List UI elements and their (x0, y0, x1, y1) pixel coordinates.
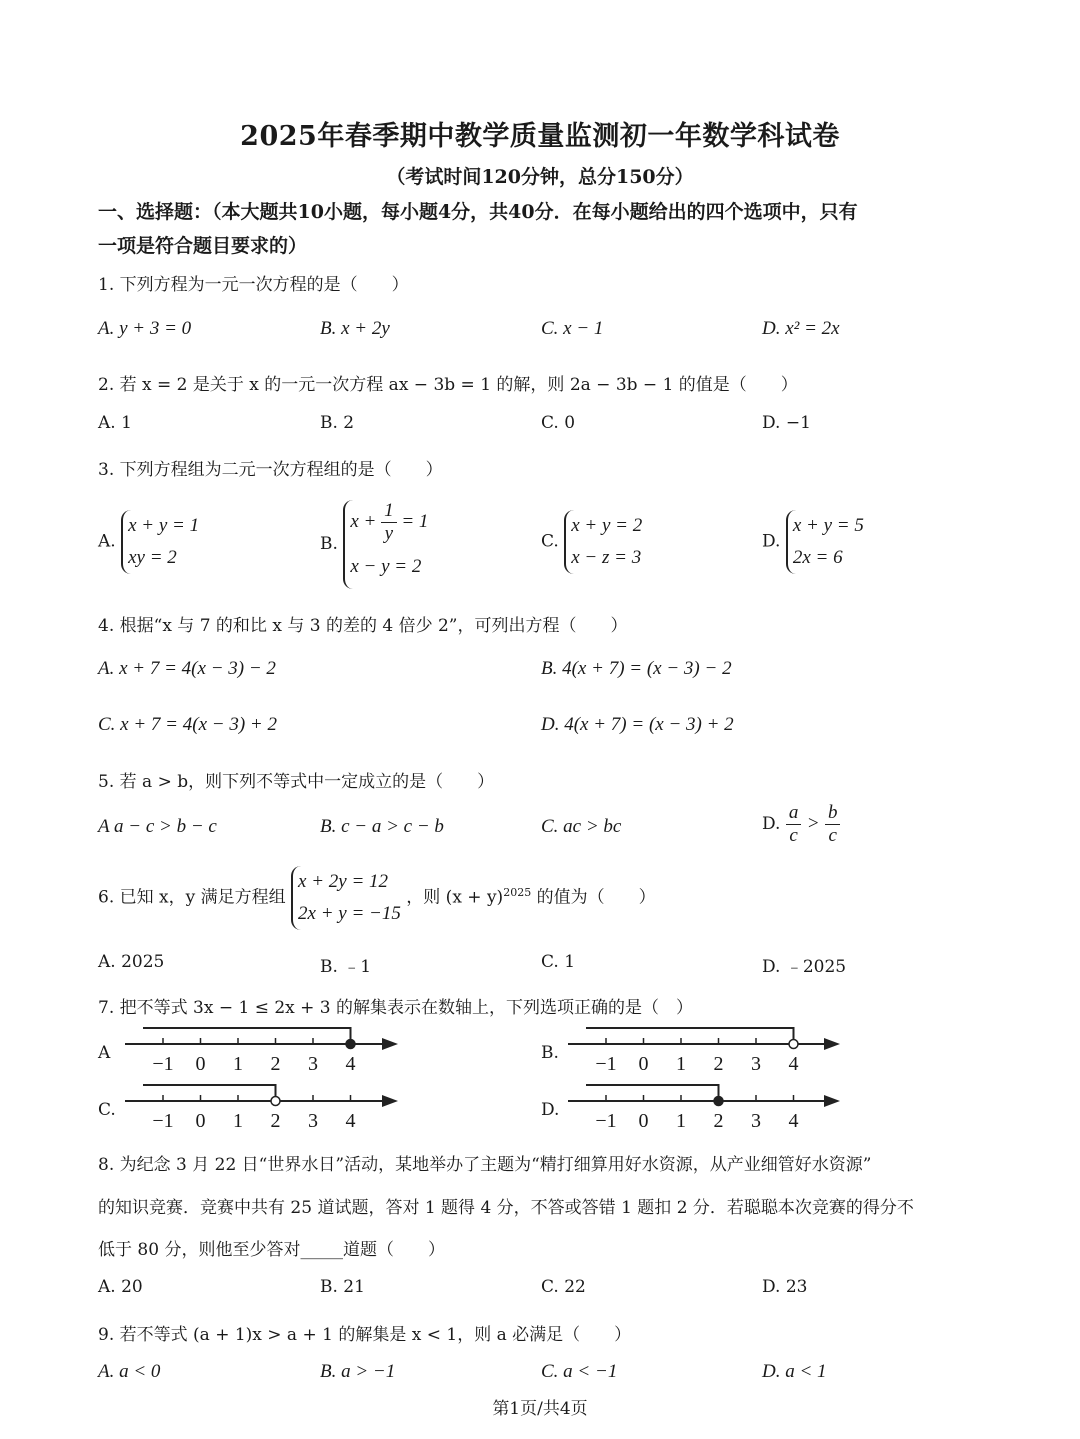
number-line-tick-label: 4 (788, 1110, 799, 1132)
option-label: C. (541, 531, 559, 552)
number-line-tick-label: 0 (195, 1110, 206, 1132)
section-heading-cont: 一项是符合题目要求的） (98, 235, 308, 257)
question-9-option-d: D. a < 1 (762, 1361, 827, 1382)
question-8-option-a: A. 20 (98, 1277, 143, 1297)
question-8-stem-line2: 的知识竞赛．竞赛中共有 25 道试题，答对 1 题得 4 分，不答或答错 1 题扣 2 分．若聪聪本次竞赛的得分不 (98, 1198, 914, 1218)
fraction: $\frac{b}{c}$ (825, 802, 841, 847)
stem-text: ，则 (x + y) (406, 887, 504, 908)
question-8-option-b: B. 21 (320, 1277, 365, 1297)
solution-endpoint-a (346, 1040, 355, 1049)
page-footer: 第1页/共4页 (492, 1399, 588, 1419)
number-line-arrow-a (382, 1038, 398, 1050)
solution-endpoint-d (714, 1097, 723, 1106)
solution-endpoint-c (271, 1097, 280, 1106)
question-2-option-d: D. −1 (762, 413, 811, 433)
number-line-tick-label: −1 (595, 1053, 617, 1075)
question-2-option-b: B. 2 (320, 413, 355, 433)
question-6-option-c: C. 1 (541, 952, 576, 972)
question-8-option-d: D. 23 (762, 1277, 808, 1297)
number-line-tick-label: 0 (638, 1053, 649, 1075)
number-line-tick-label: −1 (152, 1110, 174, 1132)
number-line-tick-label: −1 (595, 1110, 617, 1132)
solution-endpoint-b (789, 1040, 798, 1049)
equation: x + $\frac{1}{y}$ = 1 (350, 500, 429, 545)
operator: > (806, 813, 820, 834)
question-5-option-b: B. c − a > c − b (320, 816, 444, 837)
number-line-tick-label: 3 (308, 1110, 318, 1132)
number-line-tick-label: 1 (233, 1110, 243, 1132)
question-4-option-d: D. 4(x + 7) = (x − 3) + 2 (541, 714, 734, 735)
number-line-tick-label: 2 (270, 1053, 281, 1075)
equation: x + y = 5 (792, 515, 864, 536)
equation: x + y = 1 (128, 515, 200, 536)
number-line-tick-label: 1 (676, 1110, 686, 1132)
fraction: $\frac{a}{c}$ (786, 802, 802, 847)
exponent: 2025 (503, 885, 532, 899)
question-8-stem-line3: 低于 80 分，则他至少答对_____道题（ ） (98, 1240, 445, 1260)
section-heading: 一、选择题：（本大题共10小题，每小题4分，共40分．在每小题给出的四个选项中，只有 (98, 201, 858, 223)
question-2-option-c: C. 0 (541, 413, 576, 433)
question-2-option-a: A. 1 (98, 413, 132, 433)
number-line-tick-label: 3 (751, 1053, 761, 1075)
stem-text: 的值为（ ） (531, 887, 656, 908)
question-9-option-b: B. a > −1 (320, 1361, 396, 1382)
equation: x − y = 2 (350, 556, 422, 578)
equation: 2x = 6 (792, 547, 843, 568)
question-9-stem: 9. 若不等式 (a + 1)x > a + 1 的解集是 x < 1，则 a 必满足（ ） (98, 1325, 632, 1345)
question-5-option-a: A a − c > b − c (98, 816, 217, 837)
number-line-arrow-d (824, 1095, 840, 1107)
number-line-tick-label: 0 (195, 1053, 206, 1075)
number-line-tick-label: 4 (345, 1053, 356, 1075)
equation: x + y = 2 (571, 515, 643, 536)
question-5-stem: 5. 若 a > b，则下列不等式中一定成立的是（ ） (98, 772, 495, 792)
stem-text: 6. 已知 x，y 满足方程组 (98, 887, 286, 908)
number-line-tick-label: 4 (788, 1053, 799, 1075)
number-line-tick-label: 2 (270, 1110, 281, 1132)
question-4-option-c: C. x + 7 = 4(x − 3) + 2 (98, 714, 277, 735)
number-line-tick-label: −1 (152, 1053, 174, 1075)
question-1-option-c: C. x − 1 (541, 318, 604, 339)
question-2-stem: 2. 若 x = 2 是关于 x 的一元一次方程 ax − 3b = 1 的解，则 2a − 3b − 1 的值是（ ） (98, 375, 798, 395)
option-label: D. (762, 531, 781, 552)
question-3-stem: 3. 下列方程组为二元一次方程组的是（ ） (98, 460, 443, 480)
solution-set-bracket-b (586, 1028, 794, 1044)
question-7-label-a: A (98, 1043, 111, 1063)
number-line-tick-label: 1 (233, 1053, 243, 1075)
number-line-arrow-b (824, 1038, 840, 1050)
question-7-label-d: D. (541, 1100, 560, 1120)
number-line-tick-label: 0 (638, 1110, 649, 1132)
question-6-option-d: D. ﹣2025 (762, 957, 847, 977)
equation: x + 2y = 12 (298, 871, 389, 892)
question-1-option-d: D. x² = 2x (762, 318, 840, 339)
question-4-option-b: B. 4(x + 7) = (x − 3) − 2 (541, 658, 732, 679)
number-line-tick-label: 2 (713, 1053, 724, 1075)
number-line-tick-label: 3 (751, 1110, 761, 1132)
number-line-tick-label: 1 (676, 1053, 686, 1075)
number-line-tick-label: 4 (345, 1110, 356, 1132)
exam-info: （考试时间120分钟，总分150分） (386, 166, 694, 188)
equation: 2x + y = −15 (298, 903, 401, 924)
number-line-arrow-c (382, 1095, 398, 1107)
option-label: B. (320, 534, 338, 555)
question-4-stem: 4. 根据“x 与 7 的和比 x 与 3 的差的 4 倍少 2”，可列出方程（ ） (98, 616, 628, 636)
question-8-option-c: C. 22 (541, 1277, 586, 1297)
question-1-option-a: A. y + 3 = 0 (98, 318, 192, 339)
question-1-stem: 1. 下列方程为一元一次方程的是（ ） (98, 275, 409, 295)
page-title: 2025年春季期中教学质量监测初一年数学科试卷 (240, 121, 840, 152)
question-7-stem: 7. 把不等式 3x − 1 ≤ 2x + 3 的解集表示在数轴上，下列选项正确的是（ ） (98, 998, 694, 1018)
question-6-option-b: B. ﹣1 (320, 957, 372, 977)
question-9-option-c: C. a < −1 (541, 1361, 618, 1382)
question-8-stem-line1: 8. 为纪念 3 月 22 日“世界水日”活动，某地举办了主题为“精打细算用好水资源，从产业细管好水资源” (98, 1155, 872, 1175)
solution-set-bracket-a (143, 1028, 351, 1044)
question-6-option-a: A. 2025 (98, 952, 165, 972)
option-label: D. (762, 814, 781, 834)
question-9-option-a: A. a < 0 (98, 1361, 161, 1382)
question-7-label-b: B. (541, 1043, 559, 1063)
fraction: $\frac{1}{y}$ (381, 500, 397, 545)
number-line-tick-label: 2 (713, 1110, 724, 1132)
question-5-option-c: C. ac > bc (541, 816, 622, 837)
option-label: A. (98, 531, 116, 552)
question-7-label-c: C. (98, 1100, 116, 1120)
equation: x − z = 3 (571, 547, 642, 568)
question-1-option-b: B. x + 2y (320, 318, 390, 339)
number-line-tick-label: 3 (308, 1053, 318, 1075)
equation: xy = 2 (128, 547, 177, 568)
question-4-option-a: A. x + 7 = 4(x − 3) − 2 (98, 658, 276, 679)
